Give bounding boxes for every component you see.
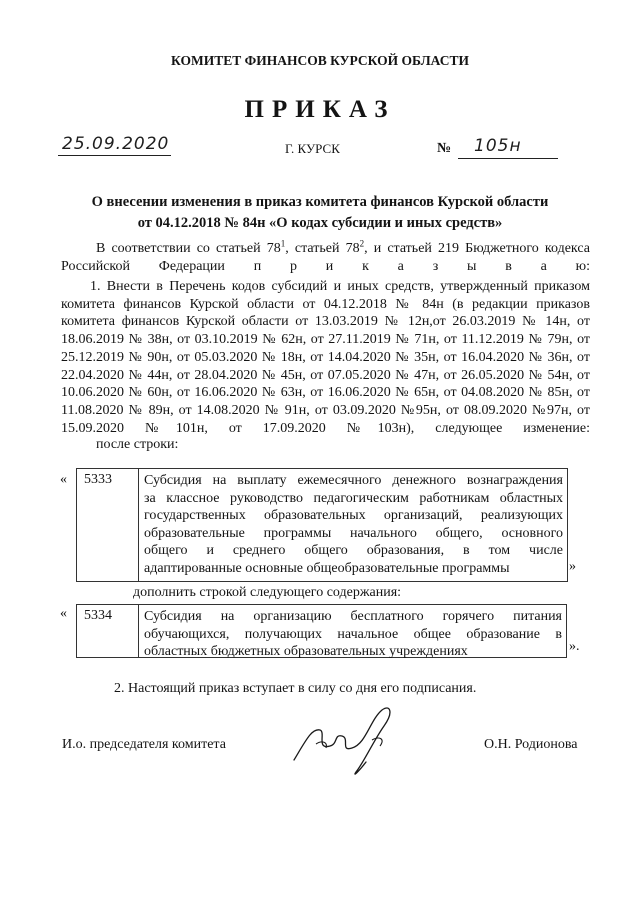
row-old-close-quote: » bbox=[569, 559, 576, 574]
date-underline bbox=[58, 155, 171, 156]
row-old-open-quote: « bbox=[60, 472, 67, 487]
document-title: ПРИКАЗ bbox=[244, 96, 396, 123]
row-old-description bbox=[139, 469, 567, 581]
document-subject bbox=[0, 192, 640, 234]
row-old-line-1: Субсидия на выплату ежемесячного денежного вознаграждения bbox=[144, 473, 563, 488]
preamble-sup-2: 2 bbox=[359, 238, 365, 249]
subject-line-2: от 04.12.2018 № 84н «О кодах субсидии и иных средств» bbox=[137, 215, 503, 231]
item-2-paragraph: 2. Настоящий приказ вступает в силу со дня его подписания. bbox=[114, 681, 477, 696]
number-underline bbox=[458, 158, 558, 159]
row-old-line-2: за классное руководство педагогическим работникам областных bbox=[144, 490, 563, 506]
row-new-code: 5334 bbox=[77, 605, 139, 657]
row-old-line-5: общего и среднего общего образования, в том числе bbox=[144, 543, 563, 559]
number-label: № bbox=[437, 141, 452, 156]
preamble-part-1: В соответствии со статьей 78 bbox=[96, 241, 281, 256]
row-old-line-3: государственных образовательных организаций, реализующих bbox=[144, 508, 563, 524]
document-date: 25.09.2020 bbox=[62, 134, 170, 154]
row-old-table bbox=[76, 468, 568, 582]
row-new-open-quote: « bbox=[60, 606, 67, 621]
row-new-table bbox=[76, 604, 567, 658]
document-city: Г. КУРСК bbox=[285, 141, 340, 156]
preamble-part-2: , статьей 78 bbox=[285, 241, 360, 256]
row-new-line-2: обучающихся, получающих начальное общее образование в bbox=[144, 626, 562, 642]
row-new-line-3: областных бюджетных образовательных учреждениях bbox=[144, 644, 468, 660]
after-rows-label: после строки: bbox=[96, 437, 179, 452]
preamble-part-3: , и статьей 219 Бюджетного кодекса Российской Федерации п р и к а з ы в а ю: bbox=[61, 241, 590, 274]
signer-position: И.о. председателя комитета bbox=[62, 737, 226, 752]
item-1-paragraph: 1. Внести в Перечень кодов субсидий и иных средств, утвержденный приказом комитета финансов Курской области от 04.12.2018 № 84н (в редакции приказов комитета финансов Курской области от 13.03.2019 № 12н,от 26.03.2019 № 14н, от 18.06.2019 № 38н, от 03.10.2019 № 62н, от 27.11.2019 № 71н, от 11.12.2019 № 79н, от 25.12.2019 № 90н, от 05.03.2020 № 18н, от 14.04.2020 № 35н, от 16.04.2020 № 36н, от 22.04.2020 № 44н, от 28.04.2020 № 45н, от 07.05.2020 № 47н, от 26.05.2020 № 54н, от 10.06.2020 № 60н, от 16.06.2020 № 63н, от 16.06.2020 № 65н, от 04.08.2020 № 85н, от 11.08.2020 № 89н, от 14.08.2020 № 91н, от 03.09.2020 №95н, от 08.09.2020 №97н, от 15.09.2020 №101н, от 17.09.2020 №103н), следующее изменение: bbox=[61, 279, 590, 436]
row-old-code: 5333 bbox=[77, 469, 139, 581]
row-new-description bbox=[139, 605, 566, 660]
preamble-sup-1: 1 bbox=[280, 238, 286, 249]
row-new-line-1: Субсидия на организацию бесплатного горячего питания bbox=[144, 609, 562, 624]
row-old-line-6: адаптированные основные общеобразовательные программы bbox=[144, 560, 510, 576]
handwritten-signature bbox=[286, 700, 416, 780]
subject-line-1: О внесении изменения в приказ комитета финансов Курской области bbox=[91, 194, 549, 210]
row-old-line-4: образовательные программы начального общего, основного bbox=[144, 525, 563, 541]
preamble-paragraph bbox=[61, 240, 590, 275]
signer-name: О.Н. Родионова bbox=[484, 737, 578, 752]
document-number: 105н bbox=[474, 136, 522, 156]
row-new-close-quote: ». bbox=[569, 639, 580, 654]
add-row-label: дополнить строкой следующего содержания: bbox=[133, 585, 402, 600]
committee-heading: КОМИТЕТ ФИНАНСОВ КУРСКОЙ ОБЛАСТИ bbox=[171, 53, 469, 68]
